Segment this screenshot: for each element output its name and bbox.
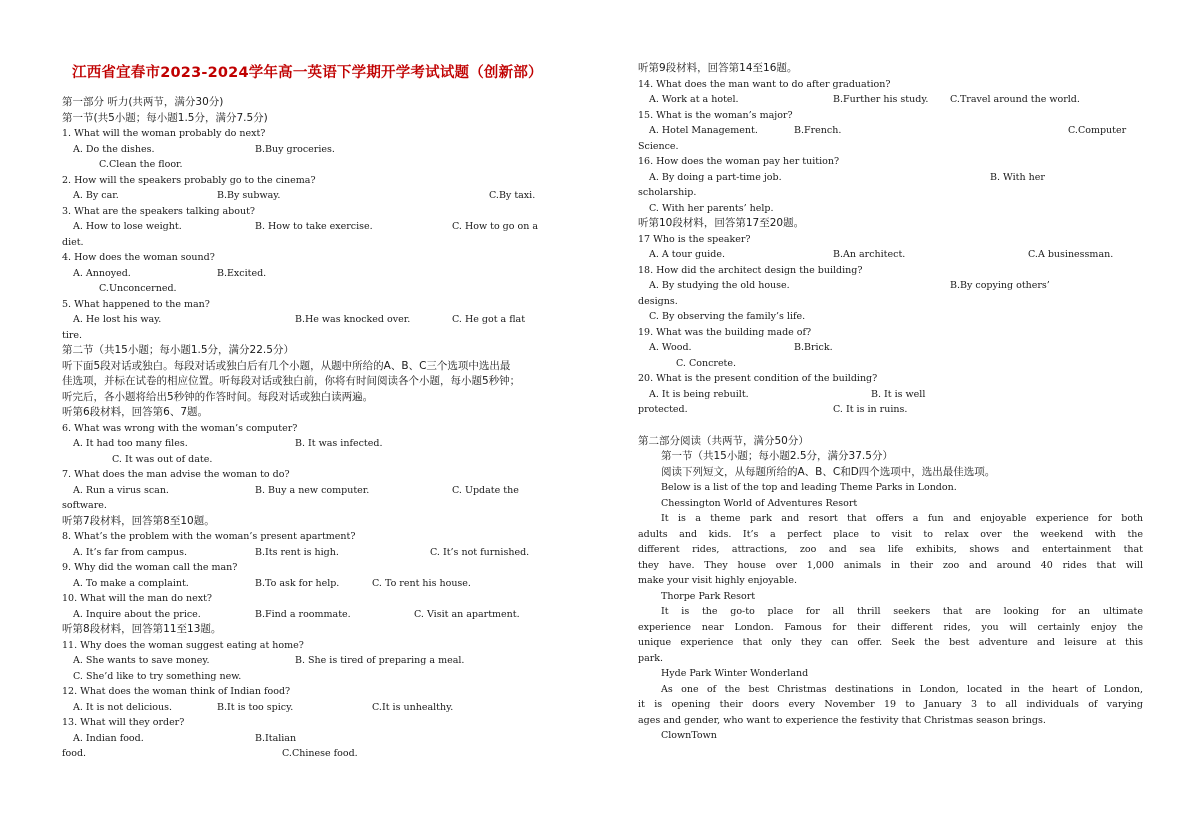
question-20-options-2: protected. C. It is in ruins. (638, 404, 908, 415)
question-4-options: A. Annoyed. B.Excited. (73, 267, 267, 279)
question-18-options-3: C. By observing the family’s life. (649, 311, 806, 322)
park1-line-3: different rides, attractions, zoo and sea life exhibits, shows and entertainment that (638, 544, 1143, 555)
section2-instructions-1: 听下面5段对话或独白。每段对话或独白后有几个小题，从题中所给的A、B、C三个选项中选出最 (62, 359, 511, 372)
material-6-heading: 听第6段材料，回答第6、7题。 (62, 406, 209, 418)
question-10: 10. What will the man do next? (62, 593, 212, 604)
question-20-options: A. It is being rebuilt. B. It is well (649, 388, 926, 400)
reading-intro: Below is a list of the top and leading Theme Parks in London. (661, 482, 957, 493)
section2-instructions-2: 佳选项，并标在试卷的相应位置。听每段对话或独白前，你将有时间阅读各个小题，每小题5秒钟； (62, 375, 521, 387)
question-15-options-2: Science. (638, 140, 679, 152)
question-3-options-2: diet. (62, 236, 84, 248)
question-17: 17 Who is the speaker? (638, 233, 751, 245)
question-16: 16. How does the woman pay her tuition? (638, 156, 840, 167)
section2-heading: 第二节（共15小题；每小题1.5分，满分22.5分） (62, 344, 294, 356)
question-13: 13. What will they order? (62, 717, 185, 728)
part2-heading: 第二部分阅读（共两节，满分50分） (638, 434, 809, 447)
question-13-options-2: food. C.Chinese food. (62, 748, 358, 759)
question-14-options: A. Work at a hotel. B.Further his study. C.Travel around the world. (649, 94, 1080, 105)
right-column (638, 61, 1143, 744)
park1-line-2: adults and kids. It’s a perfect place to visit to relax over the weekend with the (638, 528, 1143, 540)
question-5-options-2: tire. (62, 329, 83, 341)
question-4-options-2: C.Unconcerned. (99, 283, 177, 294)
section1-heading: 第一节(共5小题；每小题1.5分，满分7.5分) (62, 111, 268, 124)
material-9-heading: 听第9段材料，回答第14至16题。 (638, 62, 798, 74)
question-16-options: A. By doing a part-time job. B. With her (649, 171, 1045, 183)
park2-line-2: experience near London. Famous for their different rides, you will certainly enjoy the (638, 621, 1143, 633)
part1-heading: 第一部分 听力(共两节，满分30分) (62, 96, 224, 108)
question-11-options-2: C. She’d like to try something new. (73, 670, 242, 682)
question-20: 20. What is the present condition of the building? (638, 373, 878, 384)
question-14: 14. What does the man want to do after graduation? (638, 78, 891, 90)
part2-section1-heading: 第一节（共15小题；每小题2.5分，满分37.5分） (661, 450, 893, 462)
park1-line-4: they have. They house over 1,000 animals in their zoo and around 40 rides that will (638, 559, 1143, 571)
question-15: 15. What is the woman’s major? (638, 109, 793, 121)
question-8: 8. What’s the problem with the woman’s present apartment? (62, 531, 356, 542)
park3-line-1: As one of the best Christmas destinations in London, located in the heart of London, (661, 683, 1143, 695)
park3-title: Hyde Park Winter Wonderland (661, 668, 809, 679)
park2-line-4: park. (638, 652, 664, 664)
question-5: 5. What happened to the man? (62, 298, 210, 310)
question-3-options: A. How to lose weight. B. How to take exercise. C. How to go on a (73, 221, 539, 232)
question-8-options: A. It’s far from campus. B.Its rent is high. C. It’s not furnished. (73, 546, 530, 558)
question-1-options-2: C.Clean the floor. (99, 159, 183, 170)
question-6: 6. What was wrong with the woman’s computer? (62, 422, 298, 434)
material-7-heading: 听第7段材料，回答第8至10题。 (62, 514, 215, 527)
park2-title: Thorpe Park Resort (661, 590, 756, 602)
question-7-options-2: software. (62, 500, 107, 511)
page-title: 江西省宜春市2023-2024学年高一英语下学期开学考试试题（创新部） (72, 65, 543, 81)
question-12: 12. What does the woman think of Indian food? (62, 686, 291, 697)
material-8-heading: 听第8段材料，回答第11至13题。 (62, 623, 222, 635)
question-18-options-2: designs. (638, 295, 678, 307)
question-16-options-2: scholarship. (638, 187, 697, 198)
left-column (62, 95, 582, 762)
question-19-options: A. Wood. B.Brick. (649, 342, 833, 353)
question-2-options: A. By car. B.By subway. C.By taxi. (73, 190, 536, 201)
question-6-options-2: C. It was out of date. (112, 453, 213, 465)
question-18-options: A. By studying the old house. B.By copying others’ (649, 280, 1050, 291)
question-11: 11. Why does the woman suggest eating at home? (62, 639, 304, 651)
park3-line-3: ages and gender, who want to experience the festivity that Christmas season brings. (638, 714, 1046, 726)
question-16-options-3: C. With her parents’ help. (649, 202, 774, 214)
question-1-options: A. Do the dishes. B.Buy groceries. (73, 143, 335, 155)
question-3: 3. What are the speakers talking about? (62, 205, 255, 217)
question-11-options: A. She wants to save money. B. She is tired of preparing a meal. (73, 655, 465, 666)
question-12-options: A. It is not delicious. B.It is too spicy. C.It is unhealthy. (73, 701, 454, 713)
question-13-options: A. Indian food. B.Italian (73, 732, 297, 744)
question-9: 9. Why did the woman call the man? (62, 562, 238, 573)
question-7: 7. What does the man advise the woman to do? (62, 469, 290, 480)
question-1: 1. What will the woman probably do next? (62, 128, 266, 139)
park4-title: ClownTown (661, 730, 717, 741)
park1-line-1: It is a theme park and resort that offers a fun and enjoyable experience for both (661, 513, 1143, 524)
park1-line-5: make your visit highly enjoyable. (638, 575, 797, 586)
question-6-options: A. It had too many files. B. It was infected. (73, 438, 383, 449)
question-10-options: A. Inquire about the price. B.Find a roommate. C. Visit an apartment. (73, 608, 520, 620)
question-7-options: A. Run a virus scan. B. Buy a new computer. C. Update the (73, 484, 519, 496)
question-2: 2. How will the speakers probably go to the cinema? (62, 174, 316, 186)
park3-line-2: it is opening their doors every November 19 to January 3 to all individuals of varying (638, 699, 1143, 710)
question-19: 19. What was the building made of? (638, 326, 812, 338)
park2-line-1: It is the go-to place for all thrill seekers that are looking for an ultimate (661, 606, 1143, 617)
question-17-options: A. A tour guide. B.An architect. C.A businessman. (649, 249, 1114, 260)
material-10-heading: 听第10段材料，回答第17至20题。 (638, 217, 805, 229)
question-5-options: A. He lost his way. B.He was knocked over. C. He got a flat (73, 314, 526, 325)
question-18: 18. How did the architect design the building? (638, 264, 863, 276)
park2-line-3: unique experience that only they can offer. Seek the best adventure and leisure at this (638, 637, 1143, 648)
question-15-options: A. Hotel Management. B.French. C.Computer (649, 125, 1127, 136)
question-9-options: A. To make a complaint. B.To ask for help. C. To rent his house. (73, 577, 471, 589)
question-4: 4. How does the woman sound? (62, 252, 215, 263)
question-19-options-2: C. Concrete. (676, 357, 737, 369)
section2-instructions-3: 听完后，各小题将给出5秒钟的作答时间。每段对话或独白读两遍。 (62, 390, 374, 403)
part2-instructions: 阅读下列短文，从每题所给的A、B、C和D四个选项中，选出最佳选项。 (661, 465, 996, 478)
park1-title: Chessington World of Adventures Resort (661, 497, 858, 509)
